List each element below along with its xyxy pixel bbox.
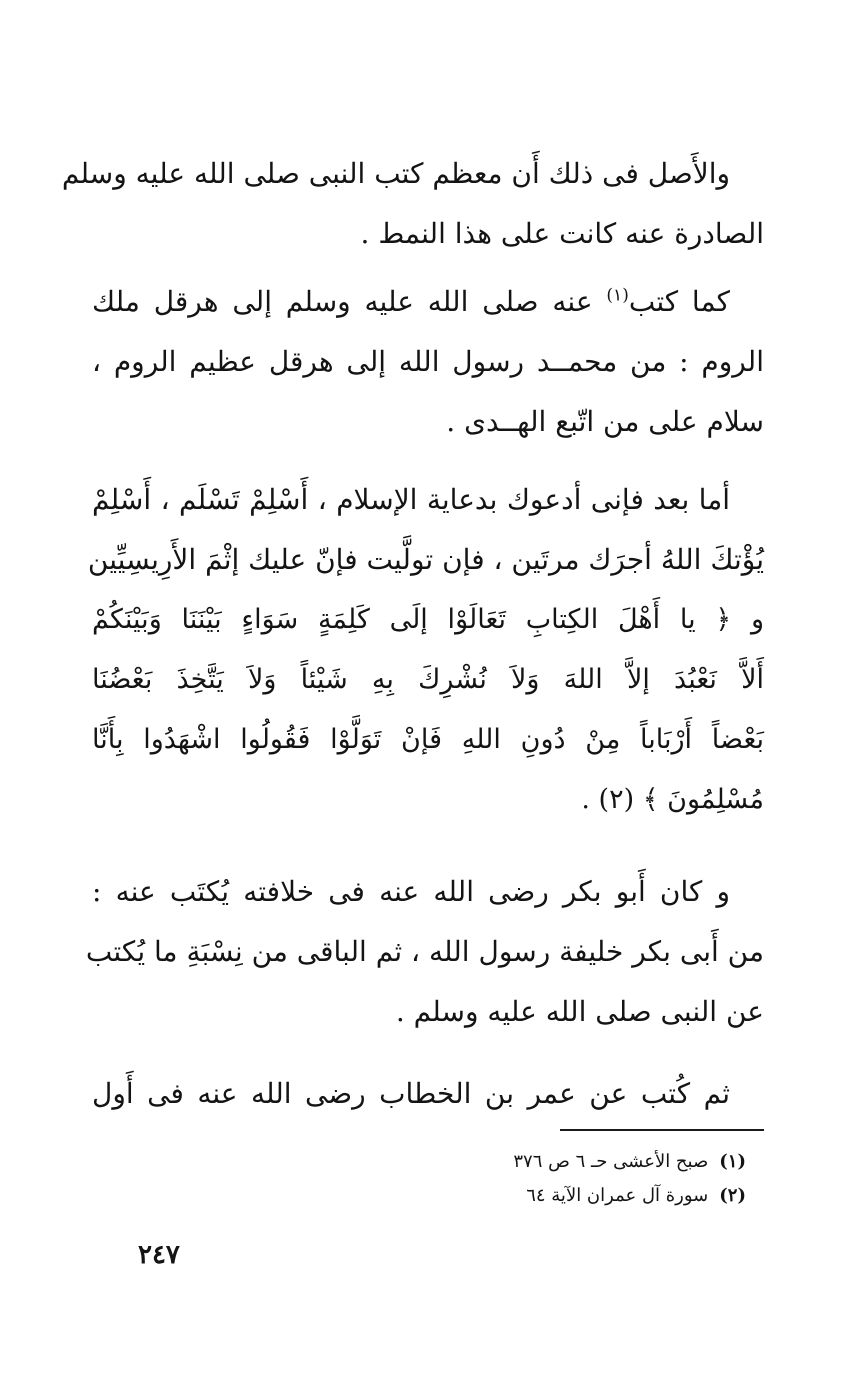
paragraph-4-line-3: عن النبى صلى الله عليه وسلم . bbox=[395, 995, 764, 1028]
footnote-2 bbox=[300, 1179, 746, 1213]
paragraph-5 bbox=[92, 1064, 764, 1124]
footnote-1 bbox=[300, 1145, 746, 1179]
footnote-1-text: صبح الأعشى حـ ٦ ص ٣٧٦ bbox=[513, 1151, 709, 1172]
footnotes bbox=[300, 1145, 746, 1213]
paragraph-4-line-2: من أَبى بكر خليفة رسول الله ، ثم الباقى من نِسْبَةِ ما يُكتب bbox=[85, 935, 764, 968]
paragraph-3-line-2: يُؤْتكَ اللهُ أجرَك مرتَين ، فإن تولَّيت فإنّ عليك إثْمَ الأَرِيسِيِّين bbox=[87, 543, 764, 576]
footnote-ref-1: (١) bbox=[606, 285, 629, 306]
paragraph-3-line-1: أما بعد فإنى أدعوك بدعاية الإسلام ، أَسْلِمْ تَسْلَم ، أَسْلِمْ bbox=[92, 483, 730, 516]
quran-verse-line-1: و ﴿ يا أَهْلَ الكِتابِ تَعَالَوْا إلَى كَلِمَةٍ سَوَاءٍ بَيْنَنَا وَبَيْنَكُمْ bbox=[92, 604, 764, 635]
paragraph-1 bbox=[61, 144, 764, 264]
paragraph-1-line-2: الصادرة عنه كانت على هذا النمط . bbox=[360, 217, 764, 250]
paragraph-2-line-1-start: كما كتب bbox=[628, 285, 730, 318]
page-number: ٢٤٧ bbox=[138, 1240, 180, 1270]
footnote-2-text: سورة آل عمران الآية ٦٤ bbox=[526, 1185, 709, 1206]
paragraph-1-line-1: والأَصل فى ذلك أَن معظم كتب النبى صلى الله عليه وسلم bbox=[61, 157, 730, 190]
quran-verse-line-2: أَلاَّ نَعْبُدَ إلاَّ اللهَ وَلاَ نُشْرِكَ بِهِ شَيْئاً وَلاَ يَتَّخِذَ بَعْضُنَا bbox=[92, 664, 764, 695]
footnote-2-number: (٢) bbox=[719, 1185, 746, 1206]
paragraph-2 bbox=[92, 272, 764, 452]
footnote-1-number: (١) bbox=[719, 1151, 746, 1172]
quran-verse-line-3: بَعْضاً أَرْبَاباً مِنْ دُونِ اللهِ فَإنْ تَوَلَّوْا فَقُولُوا اشْهَدُوا بِأَنَّا bbox=[92, 724, 764, 755]
paragraph-4 bbox=[85, 862, 764, 1042]
footnote-separator bbox=[560, 1129, 764, 1131]
quran-verse-line-4: مُسْلِمُونَ ﴾ (٢) . bbox=[581, 784, 764, 815]
paragraph-2-line-2: الروم : من محمــد رسول الله إلى هرقل عظيم الروم ، bbox=[92, 345, 764, 378]
paragraph-4-line-1: و كان أَبو بكر رضى الله عنه فى خلافته يُكتَب عنه : bbox=[92, 875, 730, 908]
paragraph-2-line-1 bbox=[92, 272, 764, 332]
paragraph-2-line-3: سلام على من اتّبع الهــدى . bbox=[446, 405, 764, 438]
paragraph-5-line-1: ثم كُتب عن عمر بن الخطاب رضى الله عنه فى أَول bbox=[92, 1077, 730, 1110]
paragraph-3 bbox=[87, 470, 764, 830]
paragraph-2-line-1-end: عنه صلى الله عليه وسلم إلى هرقل ملك bbox=[92, 285, 607, 318]
